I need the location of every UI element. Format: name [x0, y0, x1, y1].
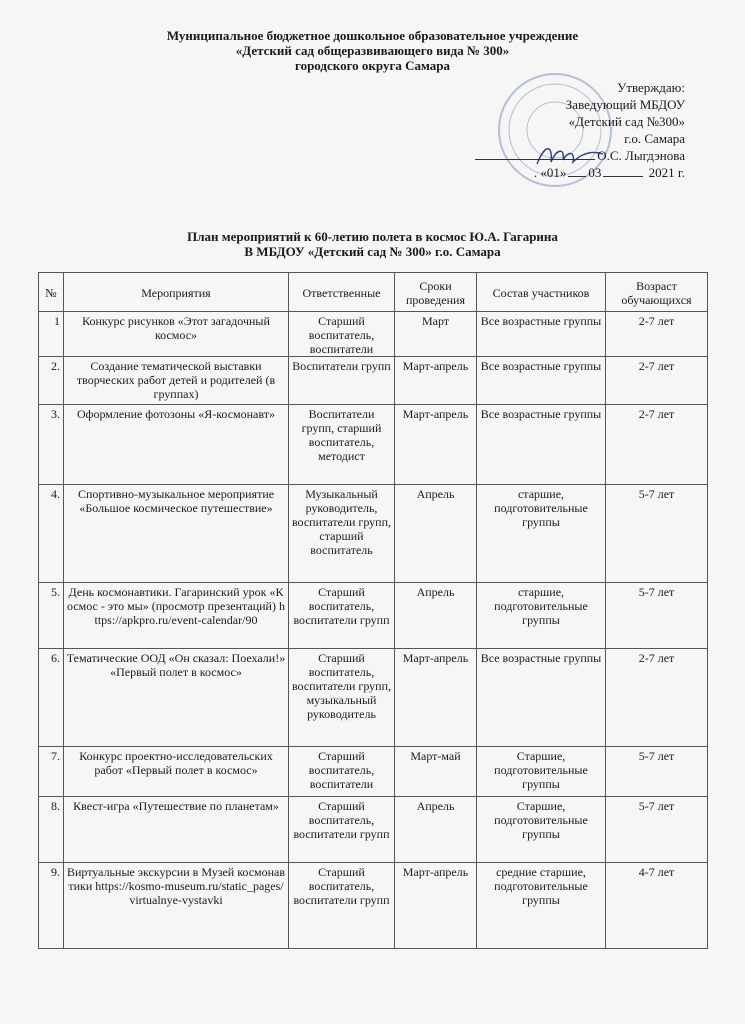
row-number: 2. — [39, 357, 64, 405]
table-row — [39, 747, 708, 797]
row-responsible: Воспитатели групп, старший воспитатель, методист — [289, 405, 395, 485]
row-age: 5-7 лет — [606, 485, 708, 583]
row-event: Квест-игра «Путешествие по планетам» — [64, 797, 289, 863]
header-number: № — [39, 273, 64, 312]
row-responsible: Старший воспитатель, воспитатели групп — [289, 863, 395, 949]
row-age: 5-7 лет — [606, 747, 708, 797]
organization-header — [0, 28, 745, 73]
row-age: 2-7 лет — [606, 357, 708, 405]
table-header-row — [39, 273, 708, 312]
row-number: 7. — [39, 747, 64, 797]
date-month: 03 — [588, 165, 602, 180]
approver-city: г.о. Самара — [624, 131, 685, 146]
row-number: 9. — [39, 863, 64, 949]
approve-label: Утверждаю: — [617, 80, 685, 95]
document-title — [0, 229, 745, 259]
row-responsible: Старший воспитатель, воспитатели групп — [289, 583, 395, 649]
row-participants: Все возрастные группы — [477, 649, 606, 747]
row-dates: Март-апрель — [395, 649, 477, 747]
row-dates: Март-апрель — [395, 357, 477, 405]
table-row — [39, 485, 708, 583]
date-close: » — [559, 165, 567, 180]
row-participants: Все возрастные группы — [477, 312, 606, 357]
row-participants: средние старшие, подготовительные группы — [477, 863, 606, 949]
row-number: 4. — [39, 485, 64, 583]
date-year: 2021 г. — [648, 165, 685, 180]
row-event: Конкурс проектно-исследовательских работ «Первый полет в космос» — [64, 747, 289, 797]
events-table — [38, 272, 708, 949]
row-age: 5-7 лет — [606, 797, 708, 863]
row-age: 2-7 лет — [606, 405, 708, 485]
header-participants: Состав участников — [477, 273, 606, 312]
row-participants: старшие, подготовительные группы — [477, 583, 606, 649]
table-row — [39, 405, 708, 485]
approval-date — [445, 164, 685, 181]
row-dates: Апрель — [395, 485, 477, 583]
row-responsible: Воспитатели групп — [289, 357, 395, 405]
title-line-1: План мероприятий к 60-летию полета в космос Ю.А. Гагарина — [187, 229, 558, 244]
row-age: 5-7 лет — [606, 583, 708, 649]
approver-signature-line — [445, 147, 685, 164]
row-age: 2-7 лет — [606, 312, 708, 357]
row-dates: Апрель — [395, 797, 477, 863]
row-number: 5. — [39, 583, 64, 649]
row-number: 6. — [39, 649, 64, 747]
table-row — [39, 797, 708, 863]
table-row — [39, 863, 708, 949]
row-responsible: Старший воспитатель, воспитатели — [289, 312, 395, 357]
org-line-1: Муниципальное бюджетное дошкольное образовательное учреждение — [166, 28, 579, 43]
row-responsible: Старший воспитатель, воспитатели групп — [289, 797, 395, 863]
row-event: Спортивно-музыкальное мероприятие «Большое космическое путешествие» — [64, 485, 289, 583]
title-line-2: В МБДОУ «Детский сад № 300» г.о. Самара — [244, 244, 501, 259]
date-prefix: . « — [533, 165, 547, 180]
table-row — [39, 357, 708, 405]
row-number: 1 — [39, 312, 64, 357]
row-event: Оформление фотозоны «Я-космонавт» — [64, 405, 289, 485]
org-line-2: «Детский сад общеразвивающего вида № 300» — [235, 43, 510, 58]
row-event: Конкурс рисунков «Этот загадочный космос» — [64, 312, 289, 357]
row-number: 3. — [39, 405, 64, 485]
table-row — [39, 649, 708, 747]
header-age: Возраст обучающихся — [606, 273, 708, 312]
row-event: Виртуальные экскурсии в Музей космонавтики https://kosmo-museum.ru/static_pages/virtualnye-vystavki — [64, 863, 289, 949]
row-participants: старшие, подготовительные группы — [477, 485, 606, 583]
row-participants: Все возрастные группы — [477, 405, 606, 485]
header-responsible: Ответственные — [289, 273, 395, 312]
approver-name: О.С. Лыгдэнова — [597, 148, 685, 163]
row-dates: Март-апрель — [395, 863, 477, 949]
row-participants: Все возрастные группы — [477, 357, 606, 405]
row-participants: Старшие, подготовительные группы — [477, 747, 606, 797]
row-responsible: Музыкальный руководитель, воспитатели групп, старший воспитатель — [289, 485, 395, 583]
row-dates: Апрель — [395, 583, 477, 649]
org-line-3: городского округа Самара — [294, 58, 451, 73]
row-responsible: Старший воспитатель, воспитатели групп, музыкальный руководитель — [289, 649, 395, 747]
approver-org: «Детский сад №300» — [568, 114, 685, 129]
table-row — [39, 583, 708, 649]
row-participants: Старшие, подготовительные группы — [477, 797, 606, 863]
approver-position: Заведующий МБДОУ — [565, 97, 685, 112]
row-responsible: Старший воспитатель, воспитатели — [289, 747, 395, 797]
row-dates: Март — [395, 312, 477, 357]
row-event: Создание тематической выставки творческих работ детей и родителей (в группах) — [64, 357, 289, 405]
table-row — [39, 312, 708, 357]
date-day: 01 — [546, 165, 560, 180]
approval-block — [445, 79, 685, 181]
row-event: День космонавтики. Гагаринский урок «Космос - это мы» (просмотр презентаций) https://apkpro.ru/event-calendar/90 — [64, 583, 289, 649]
row-dates: Март-май — [395, 747, 477, 797]
row-age: 2-7 лет — [606, 649, 708, 747]
header-event: Мероприятия — [64, 273, 289, 312]
row-age: 4-7 лет — [606, 863, 708, 949]
row-number: 8. — [39, 797, 64, 863]
row-event: Тематические ООД «Он сказал: Поехали!» «Первый полет в космос» — [64, 649, 289, 747]
header-dates: Сроки проведения — [395, 273, 477, 312]
row-dates: Март-апрель — [395, 405, 477, 485]
